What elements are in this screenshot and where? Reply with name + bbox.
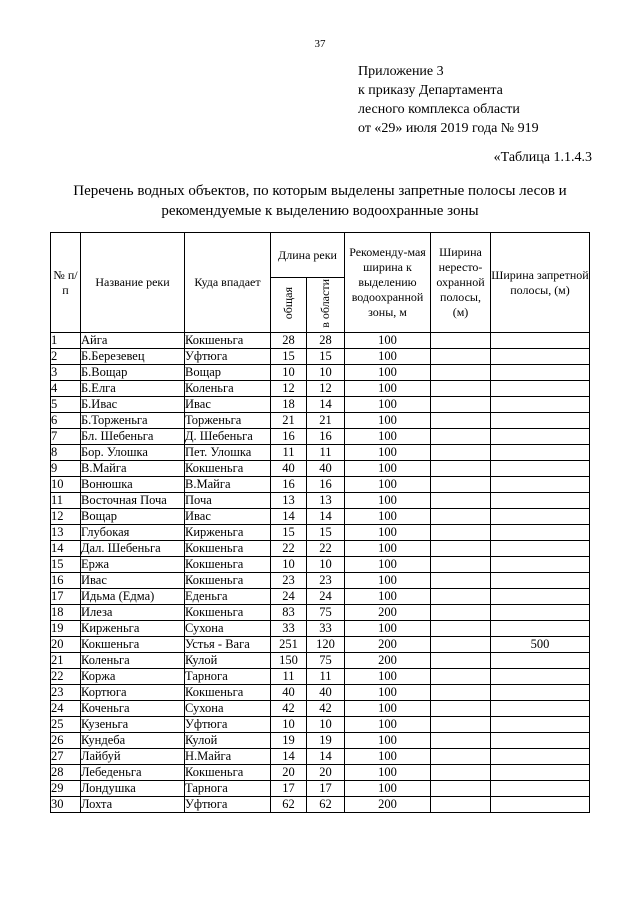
length-region: 22 (307, 541, 345, 557)
forbidden-width (491, 413, 590, 429)
flows-into: Кокшеньга (185, 333, 271, 349)
table-row (51, 541, 590, 557)
nonspawn-width (431, 461, 491, 477)
recommended-width: 100 (345, 717, 431, 733)
table-row (51, 589, 590, 605)
river-name: Бор. Улошка (81, 445, 185, 461)
flows-into: Сухона (185, 621, 271, 637)
row-number: 7 (51, 429, 81, 445)
length-total: 40 (271, 461, 307, 477)
table-row (51, 637, 590, 653)
table-row (51, 573, 590, 589)
table-row (51, 525, 590, 541)
row-number: 6 (51, 413, 81, 429)
row-number: 14 (51, 541, 81, 557)
forbidden-width (491, 669, 590, 685)
recommended-width: 200 (345, 605, 431, 621)
row-number: 1 (51, 333, 81, 349)
row-number: 3 (51, 365, 81, 381)
length-total: 40 (271, 685, 307, 701)
length-region: 75 (307, 605, 345, 621)
length-total: 42 (271, 701, 307, 717)
recommended-width: 100 (345, 701, 431, 717)
recommended-width: 100 (345, 509, 431, 525)
nonspawn-width (431, 717, 491, 733)
length-region: 10 (307, 365, 345, 381)
nonspawn-width (431, 733, 491, 749)
length-total: 10 (271, 557, 307, 573)
length-total: 15 (271, 525, 307, 541)
nonspawn-width (431, 493, 491, 509)
table-row (51, 349, 590, 365)
recommended-width: 100 (345, 749, 431, 765)
length-total: 24 (271, 589, 307, 605)
nonspawn-width (431, 413, 491, 429)
forbidden-width: 500 (491, 637, 590, 653)
river-name: Кортюга (81, 685, 185, 701)
header-name: Название реки (81, 233, 185, 333)
forbidden-width (491, 733, 590, 749)
nonspawn-width (431, 509, 491, 525)
flows-into: Кирженьга (185, 525, 271, 541)
row-number: 11 (51, 493, 81, 509)
recommended-width: 100 (345, 589, 431, 605)
flows-into: Коленьга (185, 381, 271, 397)
recommended-width: 100 (345, 445, 431, 461)
length-total: 33 (271, 621, 307, 637)
table-row (51, 685, 590, 701)
recommended-width: 100 (345, 557, 431, 573)
header-forbidden-width: Ширина запретной полосы, (м) (491, 233, 590, 333)
flows-into: Кулой (185, 653, 271, 669)
flows-into: Кокшеньга (185, 573, 271, 589)
forbidden-width (491, 685, 590, 701)
flows-into: Кокшеньга (185, 765, 271, 781)
nonspawn-width (431, 685, 491, 701)
length-total: 19 (271, 733, 307, 749)
flows-into: Еденьга (185, 589, 271, 605)
row-number: 29 (51, 781, 81, 797)
appendix-line-2: к приказу Департамента (358, 83, 503, 98)
header-length-total: общая (281, 286, 295, 320)
forbidden-width (491, 445, 590, 461)
length-total: 13 (271, 493, 307, 509)
nonspawn-width (431, 333, 491, 349)
row-number: 15 (51, 557, 81, 573)
nonspawn-width (431, 589, 491, 605)
length-region: 16 (307, 477, 345, 493)
table-row (51, 397, 590, 413)
row-number: 4 (51, 381, 81, 397)
row-number: 5 (51, 397, 81, 413)
header-length-region-cell (307, 278, 345, 333)
length-region: 15 (307, 525, 345, 541)
recommended-width: 100 (345, 429, 431, 445)
length-region: 10 (307, 717, 345, 733)
table-row (51, 605, 590, 621)
forbidden-width (491, 701, 590, 717)
flows-into: Кокшеньга (185, 541, 271, 557)
river-name: Кирженьга (81, 621, 185, 637)
river-name: Б.Елга (81, 381, 185, 397)
length-region: 12 (307, 381, 345, 397)
recommended-width: 100 (345, 381, 431, 397)
row-number: 13 (51, 525, 81, 541)
forbidden-width (491, 557, 590, 573)
forbidden-width (491, 349, 590, 365)
river-name: Ержа (81, 557, 185, 573)
flows-into: Сухона (185, 701, 271, 717)
length-total: 16 (271, 429, 307, 445)
header-length-region: в области (318, 278, 332, 328)
flows-into: Пет. Улошка (185, 445, 271, 461)
forbidden-width (491, 781, 590, 797)
river-name: Глубокая (81, 525, 185, 541)
forbidden-width (491, 461, 590, 477)
recommended-width: 200 (345, 637, 431, 653)
river-name: Ивас (81, 573, 185, 589)
forbidden-width (491, 541, 590, 557)
river-name: Идьма (Едма) (81, 589, 185, 605)
flows-into: Ивас (185, 397, 271, 413)
flows-into: Кокшеньга (185, 461, 271, 477)
table-row (51, 429, 590, 445)
forbidden-width (491, 493, 590, 509)
length-total: 17 (271, 781, 307, 797)
length-total: 22 (271, 541, 307, 557)
row-number: 2 (51, 349, 81, 365)
recommended-width: 100 (345, 413, 431, 429)
table-row (51, 381, 590, 397)
header-length-total-cell (271, 278, 307, 333)
forbidden-width (491, 573, 590, 589)
row-number: 19 (51, 621, 81, 637)
table-row (51, 653, 590, 669)
nonspawn-width (431, 701, 491, 717)
recommended-width: 100 (345, 669, 431, 685)
row-number: 8 (51, 445, 81, 461)
table-row (51, 701, 590, 717)
table-row (51, 493, 590, 509)
header-nonspawn-width: Ширина нересто-охранной полосы, (м) (431, 233, 491, 333)
river-name: Б.Вощар (81, 365, 185, 381)
table-row (51, 797, 590, 813)
length-region: 75 (307, 653, 345, 669)
forbidden-width (491, 381, 590, 397)
row-number: 16 (51, 573, 81, 589)
recommended-width: 100 (345, 733, 431, 749)
row-number: 9 (51, 461, 81, 477)
length-total: 20 (271, 765, 307, 781)
nonspawn-width (431, 653, 491, 669)
length-region: 15 (307, 349, 345, 365)
table-row (51, 669, 590, 685)
recommended-width: 100 (345, 541, 431, 557)
forbidden-width (491, 589, 590, 605)
forbidden-width (491, 365, 590, 381)
flows-into: В.Майга (185, 477, 271, 493)
header-length: Длина реки (271, 233, 345, 278)
flows-into: Кокшеньга (185, 685, 271, 701)
row-number: 24 (51, 701, 81, 717)
river-name: Кузеньга (81, 717, 185, 733)
length-region: 14 (307, 509, 345, 525)
length-total: 83 (271, 605, 307, 621)
nonspawn-width (431, 781, 491, 797)
river-name: Лебеденьга (81, 765, 185, 781)
table-reference: «Таблица 1.1.4.3 (493, 150, 592, 165)
river-name: Бл. Шебеньга (81, 429, 185, 445)
length-total: 14 (271, 509, 307, 525)
recommended-width: 100 (345, 477, 431, 493)
nonspawn-width (431, 429, 491, 445)
recommended-width: 100 (345, 333, 431, 349)
recommended-width: 100 (345, 685, 431, 701)
length-region: 24 (307, 589, 345, 605)
recommended-width: 100 (345, 365, 431, 381)
river-name: Дал. Шебеньга (81, 541, 185, 557)
row-number: 28 (51, 765, 81, 781)
header-flows-into: Куда впадает (185, 233, 271, 333)
table-row (51, 477, 590, 493)
rivers-table (50, 232, 590, 813)
appendix-block (358, 62, 539, 138)
length-total: 11 (271, 669, 307, 685)
forbidden-width (491, 333, 590, 349)
length-region: 23 (307, 573, 345, 589)
document-title: Перечень водных объектов, по которым выделены запретные полосы лесов и рекомендуемые к выделению водоохранные зоны (73, 183, 567, 219)
forbidden-width (491, 429, 590, 445)
nonspawn-width (431, 541, 491, 557)
recommended-width: 100 (345, 573, 431, 589)
length-region: 42 (307, 701, 345, 717)
length-total: 12 (271, 381, 307, 397)
river-name: Лондушка (81, 781, 185, 797)
table-row (51, 781, 590, 797)
nonspawn-width (431, 349, 491, 365)
length-total: 11 (271, 445, 307, 461)
flows-into: Тарнога (185, 781, 271, 797)
row-number: 17 (51, 589, 81, 605)
flows-into: Уфтюга (185, 717, 271, 733)
recommended-width: 100 (345, 493, 431, 509)
row-number: 12 (51, 509, 81, 525)
river-name: Вощар (81, 509, 185, 525)
recommended-width: 100 (345, 765, 431, 781)
flows-into: Кулой (185, 733, 271, 749)
flows-into: Кокшеньга (185, 605, 271, 621)
river-name: В.Майга (81, 461, 185, 477)
table-row (51, 461, 590, 477)
river-name: Кокшеньга (81, 637, 185, 653)
length-region: 21 (307, 413, 345, 429)
forbidden-width (491, 749, 590, 765)
nonspawn-width (431, 637, 491, 653)
nonspawn-width (431, 477, 491, 493)
length-region: 10 (307, 557, 345, 573)
river-name: Илеза (81, 605, 185, 621)
length-region: 120 (307, 637, 345, 653)
table-row (51, 621, 590, 637)
recommended-width: 100 (345, 397, 431, 413)
length-region: 19 (307, 733, 345, 749)
forbidden-width (491, 621, 590, 637)
nonspawn-width (431, 765, 491, 781)
table-row (51, 717, 590, 733)
forbidden-width (491, 717, 590, 733)
row-number: 26 (51, 733, 81, 749)
length-region: 33 (307, 621, 345, 637)
river-name: Коржа (81, 669, 185, 685)
appendix-line-3: лесного комплекса области (358, 102, 520, 117)
row-number: 18 (51, 605, 81, 621)
length-region: 62 (307, 797, 345, 813)
length-total: 10 (271, 365, 307, 381)
table-row (51, 365, 590, 381)
flows-into: Поча (185, 493, 271, 509)
nonspawn-width (431, 557, 491, 573)
river-name: Б.Торженьга (81, 413, 185, 429)
flows-into: Д. Шебеньга (185, 429, 271, 445)
table-row (51, 413, 590, 429)
length-total: 21 (271, 413, 307, 429)
nonspawn-width (431, 749, 491, 765)
rivers-table-body (51, 333, 590, 813)
forbidden-width (491, 477, 590, 493)
river-name: Восточная Поча (81, 493, 185, 509)
nonspawn-width (431, 445, 491, 461)
flows-into: Н.Майга (185, 749, 271, 765)
table-row (51, 333, 590, 349)
row-number: 27 (51, 749, 81, 765)
recommended-width: 200 (345, 797, 431, 813)
recommended-width: 100 (345, 461, 431, 477)
row-number: 25 (51, 717, 81, 733)
flows-into: Кокшеньга (185, 557, 271, 573)
recommended-width: 100 (345, 781, 431, 797)
length-total: 28 (271, 333, 307, 349)
row-number: 20 (51, 637, 81, 653)
length-total: 251 (271, 637, 307, 653)
flows-into: Вощар (185, 365, 271, 381)
recommended-width: 100 (345, 621, 431, 637)
river-name: Лохта (81, 797, 185, 813)
forbidden-width (491, 797, 590, 813)
recommended-width: 100 (345, 525, 431, 541)
length-region: 40 (307, 461, 345, 477)
nonspawn-width (431, 381, 491, 397)
river-name: Б.Березевец (81, 349, 185, 365)
header-recommended-width: Рекоменду-мая ширина к выделению водоохранной зоны, м (345, 233, 431, 333)
flows-into: Устья - Вага (185, 637, 271, 653)
river-name: Б.Ивас (81, 397, 185, 413)
forbidden-width (491, 765, 590, 781)
river-name: Коченьга (81, 701, 185, 717)
length-region: 13 (307, 493, 345, 509)
nonspawn-width (431, 669, 491, 685)
nonspawn-width (431, 397, 491, 413)
flows-into: Ивас (185, 509, 271, 525)
length-total: 15 (271, 349, 307, 365)
forbidden-width (491, 653, 590, 669)
table-row (51, 733, 590, 749)
length-region: 11 (307, 669, 345, 685)
flows-into: Торженьга (185, 413, 271, 429)
length-total: 10 (271, 717, 307, 733)
nonspawn-width (431, 797, 491, 813)
nonspawn-width (431, 365, 491, 381)
length-total: 23 (271, 573, 307, 589)
length-region: 11 (307, 445, 345, 461)
length-total: 18 (271, 397, 307, 413)
flows-into: Тарнога (185, 669, 271, 685)
forbidden-width (491, 397, 590, 413)
length-region: 14 (307, 397, 345, 413)
length-region: 14 (307, 749, 345, 765)
table-row (51, 445, 590, 461)
table-row (51, 765, 590, 781)
appendix-line-4: от «29» июля 2019 года № 919 (358, 121, 539, 136)
river-name: Айга (81, 333, 185, 349)
row-number: 23 (51, 685, 81, 701)
header-num: № п/п (51, 233, 81, 333)
flows-into: Уфтюга (185, 349, 271, 365)
forbidden-width (491, 509, 590, 525)
forbidden-width (491, 525, 590, 541)
length-total: 14 (271, 749, 307, 765)
forbidden-width (491, 605, 590, 621)
river-name: Кундеба (81, 733, 185, 749)
recommended-width: 200 (345, 653, 431, 669)
nonspawn-width (431, 573, 491, 589)
length-region: 28 (307, 333, 345, 349)
row-number: 22 (51, 669, 81, 685)
appendix-line-1: Приложение 3 (358, 64, 444, 79)
length-total: 62 (271, 797, 307, 813)
table-row (51, 557, 590, 573)
length-region: 40 (307, 685, 345, 701)
length-region: 16 (307, 429, 345, 445)
table-row (51, 749, 590, 765)
nonspawn-width (431, 621, 491, 637)
river-name: Лайбуй (81, 749, 185, 765)
row-number: 30 (51, 797, 81, 813)
length-region: 20 (307, 765, 345, 781)
nonspawn-width (431, 525, 491, 541)
nonspawn-width (431, 605, 491, 621)
flows-into: Уфтюга (185, 797, 271, 813)
river-name: Вонюшка (81, 477, 185, 493)
table-row (51, 509, 590, 525)
length-region: 17 (307, 781, 345, 797)
row-number: 21 (51, 653, 81, 669)
page-number: 37 (314, 38, 326, 50)
length-total: 150 (271, 653, 307, 669)
row-number: 10 (51, 477, 81, 493)
river-name: Коленьга (81, 653, 185, 669)
length-total: 16 (271, 477, 307, 493)
recommended-width: 100 (345, 349, 431, 365)
